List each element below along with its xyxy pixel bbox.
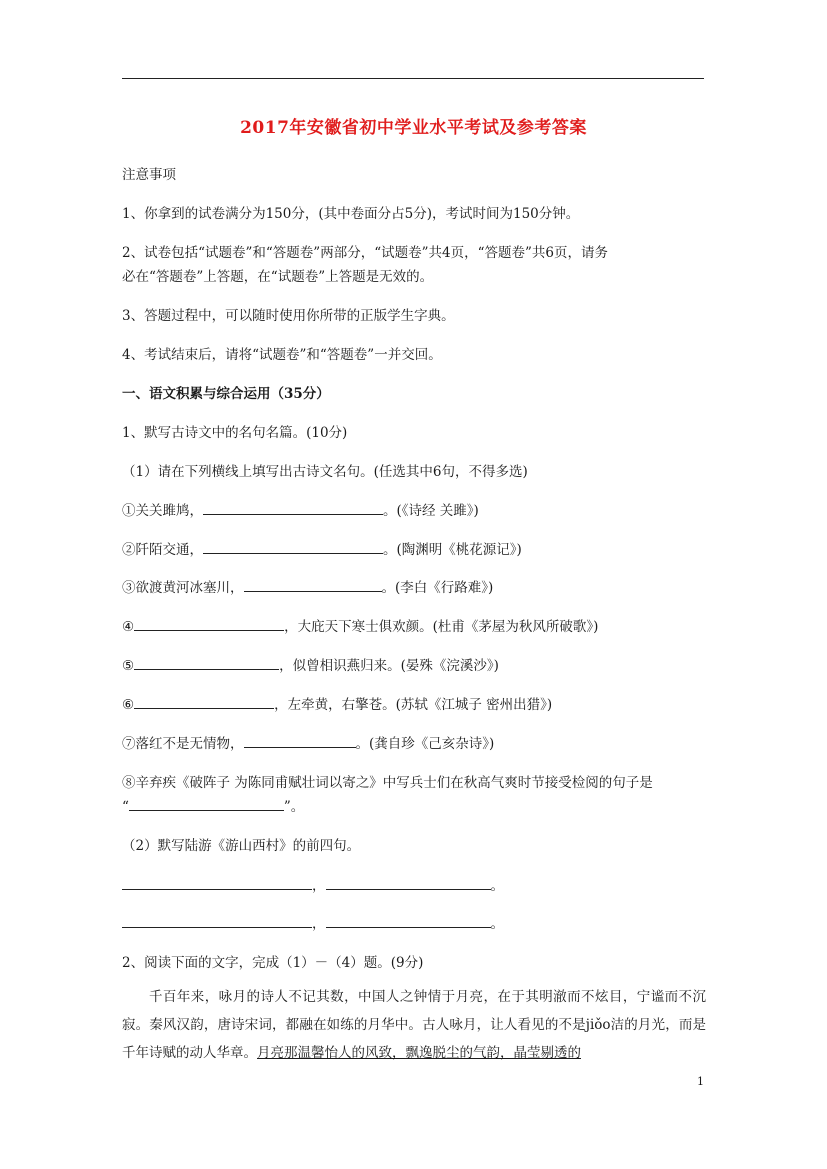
- notice-item-2-cont: 必在“答题卷”上答题，在“试题卷”上答题是无效的。: [122, 269, 434, 285]
- poem-3-prefix: ③欲渡黄河冰塞川，: [122, 580, 244, 596]
- section-heading: 一、语文积累与综合运用（35分）: [122, 386, 330, 402]
- poem-2-source: 。(陶渊明《桃花源记》): [383, 542, 522, 558]
- comma: ，: [312, 916, 326, 932]
- answer-blank[interactable]: [203, 542, 383, 554]
- poem-2-prefix: ②阡陌交通，: [122, 542, 203, 558]
- answer-blank[interactable]: [134, 658, 279, 670]
- poem-line-1: [122, 499, 479, 519]
- poem-1-prefix: ①关关雎鸠，: [122, 503, 203, 519]
- answer-blank[interactable]: [203, 503, 383, 515]
- poem-line-5: [122, 654, 499, 674]
- passage-text: 千百年来，咏月的诗人不记其数，中国人之钟情于月亮，在于其明澈而不炫目，宁谧而不沉寂。秦风汉韵，唐诗宋词，都融在如练的月华中。古人咏月，让人看见的不是jiǒo洁的月光，而是千年诗赋的动人华章。: [122, 989, 706, 1061]
- poem-7-prefix: ⑦落红不是无情物，: [122, 736, 244, 752]
- notice-item-2: 2、试卷包括“试题卷”和“答题卷”两部分，“试题卷”共4页，“答题卷”共6页，请务: [122, 245, 608, 261]
- poem-6-source: ，左牵黄，右擎苍。(苏轼《江城子 密州出猎》): [274, 697, 553, 713]
- answer-blank[interactable]: [326, 916, 491, 928]
- poem-3-source: 。(李白《行路难》): [381, 580, 494, 596]
- answer-blank[interactable]: [244, 580, 382, 592]
- poem-5-source: ，似曾相识燕归来。(晏殊《浣溪沙》): [279, 658, 499, 674]
- answer-blank[interactable]: [326, 878, 491, 890]
- answer-blank[interactable]: [122, 878, 312, 890]
- period: 。: [490, 916, 504, 932]
- question-1-2: （2）默写陆游《游山西村》的前四句。: [122, 838, 361, 854]
- page-number: 1: [697, 1075, 704, 1088]
- reading-passage: [122, 983, 706, 1067]
- poem-7-source: 。(龚自珍《己亥杂诗》): [355, 736, 495, 752]
- period: 。: [490, 878, 504, 894]
- poem-line-4: [122, 615, 598, 635]
- header-rule: [122, 78, 704, 79]
- passage-underlined-text: 月亮那温馨怡人的风致，飘逸脱尘的气韵，晶莹剔透的: [257, 1045, 581, 1061]
- question-1-1: （1）请在下列横线上填写出古诗文名句。(任选其中6句，不得多选): [122, 464, 528, 480]
- close-quote: ”。: [283, 799, 305, 815]
- poem-line-8-answer: [122, 795, 304, 815]
- question-2: 2、阅读下面的文字，完成（1）－（4）题。(9分): [122, 955, 424, 971]
- notice-item-4: 4、考试结束后，请将“试题卷”和“答题卷”一并交回。: [122, 347, 442, 363]
- answer-blank[interactable]: [244, 736, 356, 748]
- document-title: 2017年安徽省初中学业水平考试及参考答案: [240, 118, 587, 138]
- poem-line-7: [122, 732, 494, 752]
- poem-6-prefix: ⑥: [122, 697, 135, 713]
- recite-line-2: [122, 912, 504, 932]
- notice-item-3: 3、答题过程中，可以随时使用你所带的正版学生字典。: [122, 308, 455, 324]
- question-1: 1、默写古诗文中的名句名篇。(10分): [122, 425, 348, 441]
- notice-heading: 注意事项: [122, 167, 176, 183]
- notice-item-1: 1、你拿到的试卷满分为150分，(其中卷面分占5分)，考试时间为150分钟。: [122, 206, 580, 222]
- answer-blank[interactable]: [122, 916, 312, 928]
- poem-5-prefix: ⑤: [122, 658, 135, 674]
- poem-1-source: 。(《诗经 关雎》): [383, 503, 479, 519]
- recite-line-1: [122, 874, 504, 894]
- poem-line-8: ⑧辛弃疾《破阵子 为陈同甫赋壮词以寄之》中写兵士们在秋高气爽时节接受检阅的句子是: [122, 775, 653, 791]
- open-quote: “: [122, 799, 129, 815]
- poem-line-6: [122, 693, 552, 713]
- poem-4-source: ，大庇天下寒士俱欢颜。(杜甫《茅屋为秋风所破歌》): [284, 619, 599, 635]
- comma: ，: [312, 878, 326, 894]
- poem-4-prefix: ④: [122, 619, 135, 635]
- poem-line-3: [122, 576, 493, 596]
- poem-line-2: [122, 538, 522, 558]
- answer-blank[interactable]: [129, 799, 284, 811]
- answer-blank[interactable]: [134, 619, 284, 631]
- answer-blank[interactable]: [134, 697, 274, 709]
